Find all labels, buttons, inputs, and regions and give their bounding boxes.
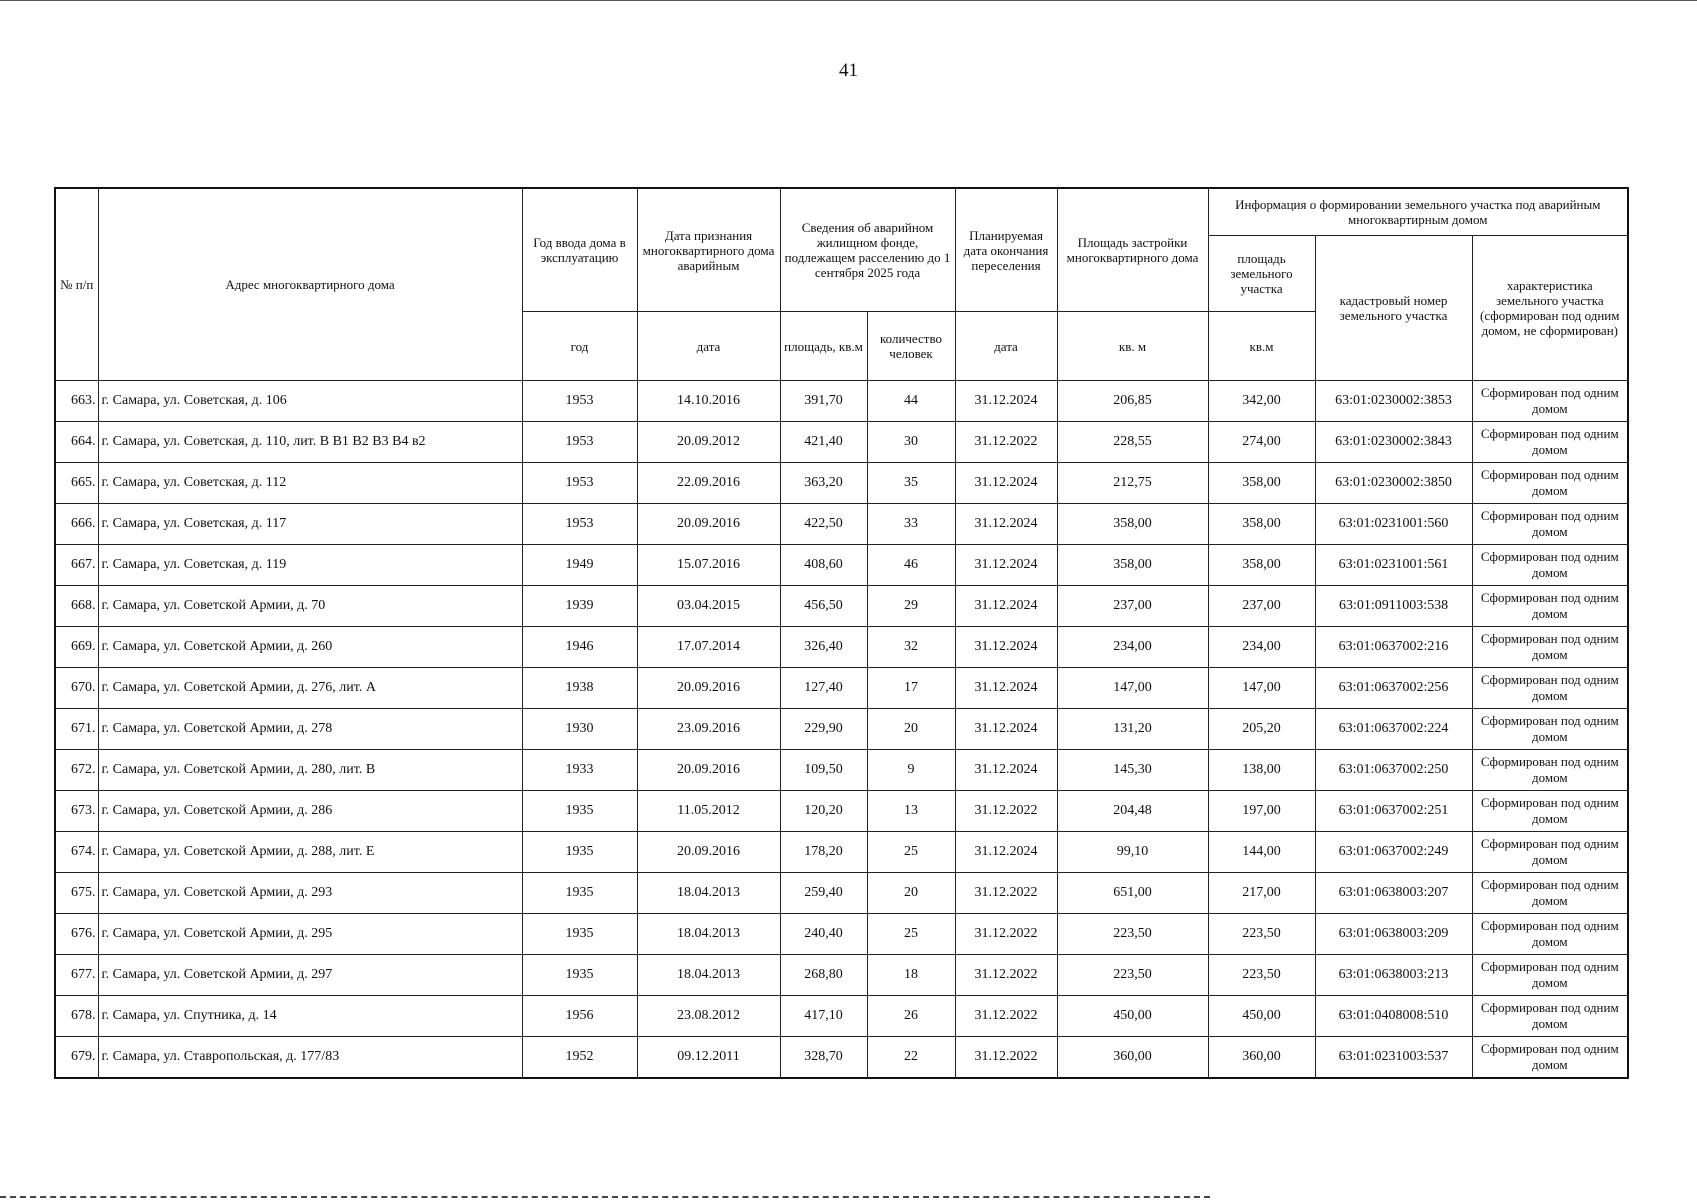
built-up-area: 358,00 [1057, 504, 1208, 545]
commission-year: 1949 [522, 545, 637, 586]
cadastral-number: 63:01:0637002:256 [1315, 668, 1472, 709]
row-number: 668. [55, 586, 98, 627]
header-characteristic: характеристика земельного участка (сформирован под одним домом, не сформирован) [1472, 236, 1628, 381]
house-address: г. Самара, ул. Советской Армии, д. 288, лит. Е [98, 832, 522, 873]
resident-count: 35 [867, 463, 955, 504]
table-row [55, 586, 1628, 627]
top-border-line [0, 0, 1697, 1]
commission-year: 1956 [522, 996, 637, 1037]
land-plot-area: 358,00 [1208, 504, 1315, 545]
built-up-area: 99,10 [1057, 832, 1208, 873]
table-row [55, 832, 1628, 873]
commission-year: 1952 [522, 1037, 637, 1079]
header-recognition-date: Дата признания многоквартирного дома аварийным [637, 188, 780, 312]
recognition-date: 20.09.2016 [637, 832, 780, 873]
row-number: 669. [55, 627, 98, 668]
cadastral-number: 63:01:0230002:3850 [1315, 463, 1472, 504]
commission-year: 1935 [522, 791, 637, 832]
header-year: Год ввода дома в эксплуатацию [522, 188, 637, 312]
cadastral-number: 63:01:0638003:207 [1315, 873, 1472, 914]
house-address: г. Самара, ул. Советская, д. 117 [98, 504, 522, 545]
house-address: г. Самара, ул. Советская, д. 110, лит. В В1 В2 В3 В4 в2 [98, 422, 522, 463]
recognition-date: 20.09.2016 [637, 668, 780, 709]
row-number: 666. [55, 504, 98, 545]
house-address: г. Самара, ул. Советская, д. 106 [98, 381, 522, 422]
land-plot-area: 217,00 [1208, 873, 1315, 914]
header-cadastral: кадастровый номер земельного участка [1315, 236, 1472, 381]
emergency-area: 417,10 [780, 996, 867, 1037]
resident-count: 44 [867, 381, 955, 422]
emergency-area: 326,40 [780, 627, 867, 668]
resident-count: 32 [867, 627, 955, 668]
row-number: 670. [55, 668, 98, 709]
commission-year: 1953 [522, 422, 637, 463]
land-plot-area: 144,00 [1208, 832, 1315, 873]
unit-date: дата [637, 312, 780, 381]
unit-built: кв. м [1057, 312, 1208, 381]
house-address: г. Самара, ул. Советской Армии, д. 295 [98, 914, 522, 955]
cadastral-number: 63:01:0637002:224 [1315, 709, 1472, 750]
built-up-area: 651,00 [1057, 873, 1208, 914]
land-plot-area: 237,00 [1208, 586, 1315, 627]
land-plot-characteristic: Сформирован под одним домом [1472, 586, 1628, 627]
commission-year: 1935 [522, 873, 637, 914]
recognition-date: 17.07.2014 [637, 627, 780, 668]
commission-year: 1935 [522, 914, 637, 955]
commission-year: 1953 [522, 463, 637, 504]
resident-count: 18 [867, 955, 955, 996]
commission-year: 1939 [522, 586, 637, 627]
recognition-date: 09.12.2011 [637, 1037, 780, 1079]
emergency-area: 240,40 [780, 914, 867, 955]
house-address: г. Самара, ул. Советской Армии, д. 70 [98, 586, 522, 627]
planned-resettlement-date: 31.12.2024 [955, 545, 1057, 586]
table-row [55, 709, 1628, 750]
built-up-area: 450,00 [1057, 996, 1208, 1037]
land-plot-area: 138,00 [1208, 750, 1315, 791]
land-plot-area: 223,50 [1208, 955, 1315, 996]
row-number: 676. [55, 914, 98, 955]
table-row [55, 955, 1628, 996]
planned-resettlement-date: 31.12.2024 [955, 463, 1057, 504]
land-plot-characteristic: Сформирован под одним домом [1472, 709, 1628, 750]
page-number: 41 [839, 60, 858, 81]
resident-count: 26 [867, 996, 955, 1037]
row-number: 675. [55, 873, 98, 914]
row-number: 677. [55, 955, 98, 996]
house-address: г. Самара, ул. Советская, д. 112 [98, 463, 522, 504]
house-address: г. Самара, ул. Советской Армии, д. 260 [98, 627, 522, 668]
land-plot-characteristic: Сформирован под одним домом [1472, 422, 1628, 463]
cadastral-number: 63:01:0638003:213 [1315, 955, 1472, 996]
resident-count: 17 [867, 668, 955, 709]
recognition-date: 18.04.2013 [637, 955, 780, 996]
recognition-date: 14.10.2016 [637, 381, 780, 422]
cadastral-number: 63:01:0408008:510 [1315, 996, 1472, 1037]
land-plot-area: 360,00 [1208, 1037, 1315, 1079]
land-plot-area: 358,00 [1208, 463, 1315, 504]
emergency-area: 391,70 [780, 381, 867, 422]
cadastral-number: 63:01:0230002:3853 [1315, 381, 1472, 422]
planned-resettlement-date: 31.12.2024 [955, 586, 1057, 627]
recognition-date: 11.05.2012 [637, 791, 780, 832]
planned-resettlement-date: 31.12.2022 [955, 996, 1057, 1037]
built-up-area: 206,85 [1057, 381, 1208, 422]
header-land-area: площадь земельного участка [1208, 236, 1315, 312]
built-up-area: 234,00 [1057, 627, 1208, 668]
commission-year: 1953 [522, 381, 637, 422]
recognition-date: 18.04.2013 [637, 873, 780, 914]
built-up-area: 228,55 [1057, 422, 1208, 463]
emergency-area: 363,20 [780, 463, 867, 504]
table-row [55, 504, 1628, 545]
house-address: г. Самара, ул. Советской Армии, д. 297 [98, 955, 522, 996]
emergency-area: 127,40 [780, 668, 867, 709]
planned-resettlement-date: 31.12.2024 [955, 627, 1057, 668]
land-plot-characteristic: Сформирован под одним домом [1472, 791, 1628, 832]
emergency-area: 328,70 [780, 1037, 867, 1079]
table-row [55, 1037, 1628, 1079]
house-address: г. Самара, ул. Советской Армии, д. 276, лит. А [98, 668, 522, 709]
recognition-date: 20.09.2016 [637, 750, 780, 791]
land-plot-characteristic: Сформирован под одним домом [1472, 955, 1628, 996]
cadastral-number: 63:01:0231001:561 [1315, 545, 1472, 586]
table-row [55, 422, 1628, 463]
planned-resettlement-date: 31.12.2022 [955, 1037, 1057, 1079]
row-number: 678. [55, 996, 98, 1037]
resident-count: 29 [867, 586, 955, 627]
resident-count: 25 [867, 832, 955, 873]
header-planned-date: Планируемая дата окончания переселения [955, 188, 1057, 312]
commission-year: 1946 [522, 627, 637, 668]
row-number: 671. [55, 709, 98, 750]
resident-count: 25 [867, 914, 955, 955]
house-address: г. Самара, ул. Советской Армии, д. 286 [98, 791, 522, 832]
commission-year: 1935 [522, 955, 637, 996]
row-number: 673. [55, 791, 98, 832]
land-plot-area: 223,50 [1208, 914, 1315, 955]
cadastral-number: 63:01:0638003:209 [1315, 914, 1472, 955]
recognition-date: 03.04.2015 [637, 586, 780, 627]
recognition-date: 20.09.2012 [637, 422, 780, 463]
unit-area: площадь, кв.м [780, 312, 867, 381]
house-address: г. Самара, ул. Советской Армии, д. 280, лит. В [98, 750, 522, 791]
house-address: г. Самара, ул. Ставропольская, д. 177/83 [98, 1037, 522, 1079]
land-plot-characteristic: Сформирован под одним домом [1472, 381, 1628, 422]
land-plot-area: 197,00 [1208, 791, 1315, 832]
bottom-border-line [0, 1196, 1210, 1198]
built-up-area: 131,20 [1057, 709, 1208, 750]
emergency-area: 268,80 [780, 955, 867, 996]
house-address: г. Самара, ул. Советская, д. 119 [98, 545, 522, 586]
land-plot-characteristic: Сформирован под одним домом [1472, 504, 1628, 545]
planned-resettlement-date: 31.12.2022 [955, 422, 1057, 463]
table-row [55, 545, 1628, 586]
table-row [55, 914, 1628, 955]
planned-resettlement-date: 31.12.2024 [955, 381, 1057, 422]
table-row [55, 381, 1628, 422]
cadastral-number: 63:01:0637002:249 [1315, 832, 1472, 873]
land-plot-characteristic: Сформирован под одним домом [1472, 996, 1628, 1037]
built-up-area: 204,48 [1057, 791, 1208, 832]
row-number: 663. [55, 381, 98, 422]
row-number: 667. [55, 545, 98, 586]
land-plot-area: 342,00 [1208, 381, 1315, 422]
table-row [55, 873, 1628, 914]
unit-land: кв.м [1208, 312, 1315, 381]
cadastral-number: 63:01:0637002:216 [1315, 627, 1472, 668]
land-plot-area: 234,00 [1208, 627, 1315, 668]
resident-count: 20 [867, 873, 955, 914]
commission-year: 1953 [522, 504, 637, 545]
emergency-area: 421,40 [780, 422, 867, 463]
resident-count: 22 [867, 1037, 955, 1079]
built-up-area: 223,50 [1057, 914, 1208, 955]
resident-count: 13 [867, 791, 955, 832]
land-plot-area: 450,00 [1208, 996, 1315, 1037]
recognition-date: 15.07.2016 [637, 545, 780, 586]
land-plot-characteristic: Сформирован под одним домом [1472, 545, 1628, 586]
commission-year: 1930 [522, 709, 637, 750]
resident-count: 20 [867, 709, 955, 750]
emergency-area: 408,60 [780, 545, 867, 586]
planned-resettlement-date: 31.12.2024 [955, 750, 1057, 791]
table-row [55, 750, 1628, 791]
land-plot-characteristic: Сформирован под одним домом [1472, 463, 1628, 504]
emergency-area: 422,50 [780, 504, 867, 545]
recognition-date: 20.09.2016 [637, 504, 780, 545]
planned-resettlement-date: 31.12.2024 [955, 668, 1057, 709]
built-up-area: 358,00 [1057, 545, 1208, 586]
row-number: 672. [55, 750, 98, 791]
emergency-area: 456,50 [780, 586, 867, 627]
planned-resettlement-date: 31.12.2022 [955, 791, 1057, 832]
unit-year: год [522, 312, 637, 381]
table-row [55, 463, 1628, 504]
unit-planned: дата [955, 312, 1057, 381]
row-number: 664. [55, 422, 98, 463]
land-plot-area: 358,00 [1208, 545, 1315, 586]
recognition-date: 23.08.2012 [637, 996, 780, 1037]
table-row [55, 627, 1628, 668]
unit-people: количество человек [867, 312, 955, 381]
emergency-area: 109,50 [780, 750, 867, 791]
cadastral-number: 63:01:0231003:537 [1315, 1037, 1472, 1079]
land-plot-characteristic: Сформирован под одним домом [1472, 1037, 1628, 1079]
recognition-date: 23.09.2016 [637, 709, 780, 750]
built-up-area: 212,75 [1057, 463, 1208, 504]
land-plot-characteristic: Сформирован под одним домом [1472, 627, 1628, 668]
emergency-area: 178,20 [780, 832, 867, 873]
row-number: 679. [55, 1037, 98, 1079]
emergency-area: 120,20 [780, 791, 867, 832]
commission-year: 1935 [522, 832, 637, 873]
resident-count: 9 [867, 750, 955, 791]
header-fund-info: Сведения об аварийном жилищном фонде, подлежащем расселению до 1 сентября 2025 года [780, 188, 955, 312]
emergency-area: 259,40 [780, 873, 867, 914]
house-address: г. Самара, ул. Советской Армии, д. 278 [98, 709, 522, 750]
resident-count: 46 [867, 545, 955, 586]
cadastral-number: 63:01:0637002:251 [1315, 791, 1472, 832]
built-up-area: 145,30 [1057, 750, 1208, 791]
commission-year: 1938 [522, 668, 637, 709]
built-up-area: 360,00 [1057, 1037, 1208, 1079]
table-row [55, 668, 1628, 709]
emergency-area: 229,90 [780, 709, 867, 750]
built-up-area: 223,50 [1057, 955, 1208, 996]
cadastral-number: 63:01:0230002:3843 [1315, 422, 1472, 463]
header-row-1 [55, 188, 1628, 236]
table-row [55, 791, 1628, 832]
built-up-area: 147,00 [1057, 668, 1208, 709]
planned-resettlement-date: 31.12.2024 [955, 504, 1057, 545]
row-number: 665. [55, 463, 98, 504]
built-up-area: 237,00 [1057, 586, 1208, 627]
resident-count: 30 [867, 422, 955, 463]
recognition-date: 22.09.2016 [637, 463, 780, 504]
land-plot-characteristic: Сформирован под одним домом [1472, 873, 1628, 914]
land-plot-characteristic: Сформирован под одним домом [1472, 914, 1628, 955]
row-number: 674. [55, 832, 98, 873]
planned-resettlement-date: 31.12.2022 [955, 914, 1057, 955]
planned-resettlement-date: 31.12.2024 [955, 832, 1057, 873]
land-plot-characteristic: Сформирован под одним домом [1472, 832, 1628, 873]
emergency-housing-table [54, 187, 1629, 1079]
header-built-area: Площадь застройки многоквартирного дома [1057, 188, 1208, 312]
house-address: г. Самара, ул. Советской Армии, д. 293 [98, 873, 522, 914]
house-address: г. Самара, ул. Спутника, д. 14 [98, 996, 522, 1037]
planned-resettlement-date: 31.12.2022 [955, 873, 1057, 914]
land-plot-characteristic: Сформирован под одним домом [1472, 668, 1628, 709]
cadastral-number: 63:01:0231001:560 [1315, 504, 1472, 545]
land-plot-area: 147,00 [1208, 668, 1315, 709]
land-plot-characteristic: Сформирован под одним домом [1472, 750, 1628, 791]
recognition-date: 18.04.2013 [637, 914, 780, 955]
cadastral-number: 63:01:0911003:538 [1315, 586, 1472, 627]
land-plot-area: 274,00 [1208, 422, 1315, 463]
table-row [55, 996, 1628, 1037]
resident-count: 33 [867, 504, 955, 545]
planned-resettlement-date: 31.12.2024 [955, 709, 1057, 750]
table-body [55, 381, 1628, 1079]
planned-resettlement-date: 31.12.2022 [955, 955, 1057, 996]
land-plot-area: 205,20 [1208, 709, 1315, 750]
cadastral-number: 63:01:0637002:250 [1315, 750, 1472, 791]
commission-year: 1933 [522, 750, 637, 791]
header-land-info: Информация о формировании земельного участка под аварийным многоквартирным домом [1208, 188, 1628, 236]
header-address: Адрес многоквартирного дома [98, 188, 522, 381]
header-no: № п/п [55, 188, 98, 381]
